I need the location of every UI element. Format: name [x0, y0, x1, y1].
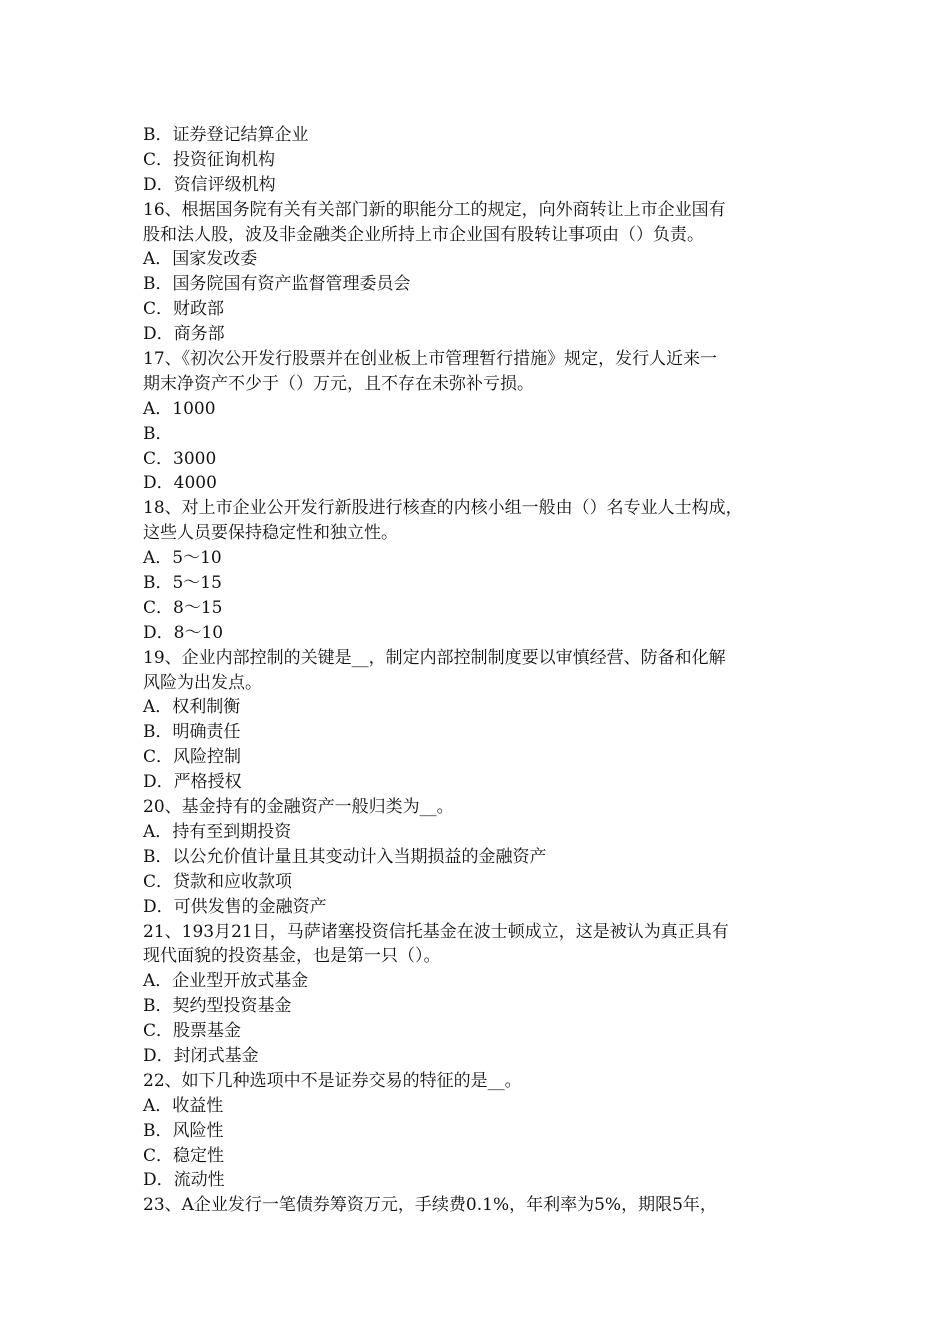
question-20-line-1: 20、基金持有的金融资产一般归类为__。: [143, 797, 454, 818]
question-19-line-1: 19、企业内部控制的关键是__，制定内部控制制度要以审慎经营、防备和化解: [143, 647, 726, 668]
q20-option-b: B．以公允价值计量且其变动计入当期损益的金融资产: [143, 846, 547, 867]
question-21-line-1: 21、193月21日，马萨诸塞投资信托基金在波士顿成立，这是被认为真正具有: [143, 921, 729, 942]
q22-option-c: C．稳定性: [143, 1145, 225, 1166]
q19-option-a: A．权利制衡: [143, 697, 241, 718]
q19-option-b: B．明确责任: [143, 722, 241, 743]
option-b-line: B．证券登记结算企业: [143, 125, 309, 145]
q17-option-b: B．: [143, 423, 173, 444]
question-16-line-1: 16、根据国务院有关有关部门新的职能分工的规定，向外商转让上市企业国有: [143, 199, 726, 220]
q16-option-d: D．商务部: [143, 324, 225, 345]
question-19-line-2: 风险为出发点。: [143, 672, 262, 693]
q17-option-a: A．1000: [143, 398, 216, 419]
q18-option-c: C．8～15: [143, 597, 223, 618]
q21-option-c: C．股票基金: [143, 1021, 242, 1042]
option-d-line: D．资信评级机构: [143, 174, 276, 195]
q16-option-c: C．财政部: [143, 299, 225, 320]
q16-option-a: A．国家发改委: [143, 249, 258, 270]
q21-option-d: D．封闭式基金: [143, 1045, 259, 1066]
q22-option-b: B．风险性: [143, 1120, 224, 1141]
q17-option-c: C．3000: [143, 448, 217, 469]
q20-option-d: D．可供发售的金融资产: [143, 896, 327, 917]
question-23-line-1: 23、A企业发行一笔债券筹资万元，手续费0.1%，年利率为5%，期限5年，: [143, 1195, 717, 1216]
option-c-line: C．投资征询机构: [143, 149, 276, 170]
question-16-line-2: 股和法人股，波及非金融类企业所持上市企业国有股转让事项由（）负责。: [143, 224, 704, 245]
question-22-line-1: 22、如下几种选项中不是证券交易的特征的是__。: [143, 1070, 522, 1091]
question-17-line-2: 期末净资产不少于（）万元，且不存在未弥补亏损。: [143, 373, 534, 394]
q21-option-a: A．企业型开放式基金: [143, 971, 309, 992]
q22-option-a: A．收益性: [143, 1095, 224, 1116]
q18-option-d: D．8～10: [143, 622, 224, 643]
q16-option-b: B．国务院国有资产监督管理委员会: [143, 274, 411, 295]
q20-option-a: A．持有至到期投资: [143, 821, 292, 842]
q19-option-d: D．严格授权: [143, 772, 242, 793]
question-18-line-1: 18、对上市企业公开发行新股进行核查的内核小组一般由（）名专业人士构成，: [143, 498, 743, 519]
q21-option-b: B．契约型投资基金: [143, 996, 292, 1017]
q18-option-b: B．5～15: [143, 573, 222, 594]
q22-option-d: D．流动性: [143, 1170, 225, 1191]
q18-option-a: A．5～10: [143, 548, 222, 569]
q17-option-d: D．4000: [143, 473, 217, 494]
question-18-line-2: 这些人员要保持稳定性和独立性。: [143, 523, 398, 544]
question-17-line-1: 17、《初次公开发行股票并在创业板上市管理暂行措施》规定，发行人近来一: [143, 349, 718, 370]
document-body: [143, 123, 815, 1218]
question-21-line-2: 现代面貌的投资基金，也是第一只（）。: [143, 946, 441, 967]
q19-option-c: C．风险控制: [143, 747, 242, 768]
q20-option-c: C．贷款和应收款项: [143, 871, 293, 892]
